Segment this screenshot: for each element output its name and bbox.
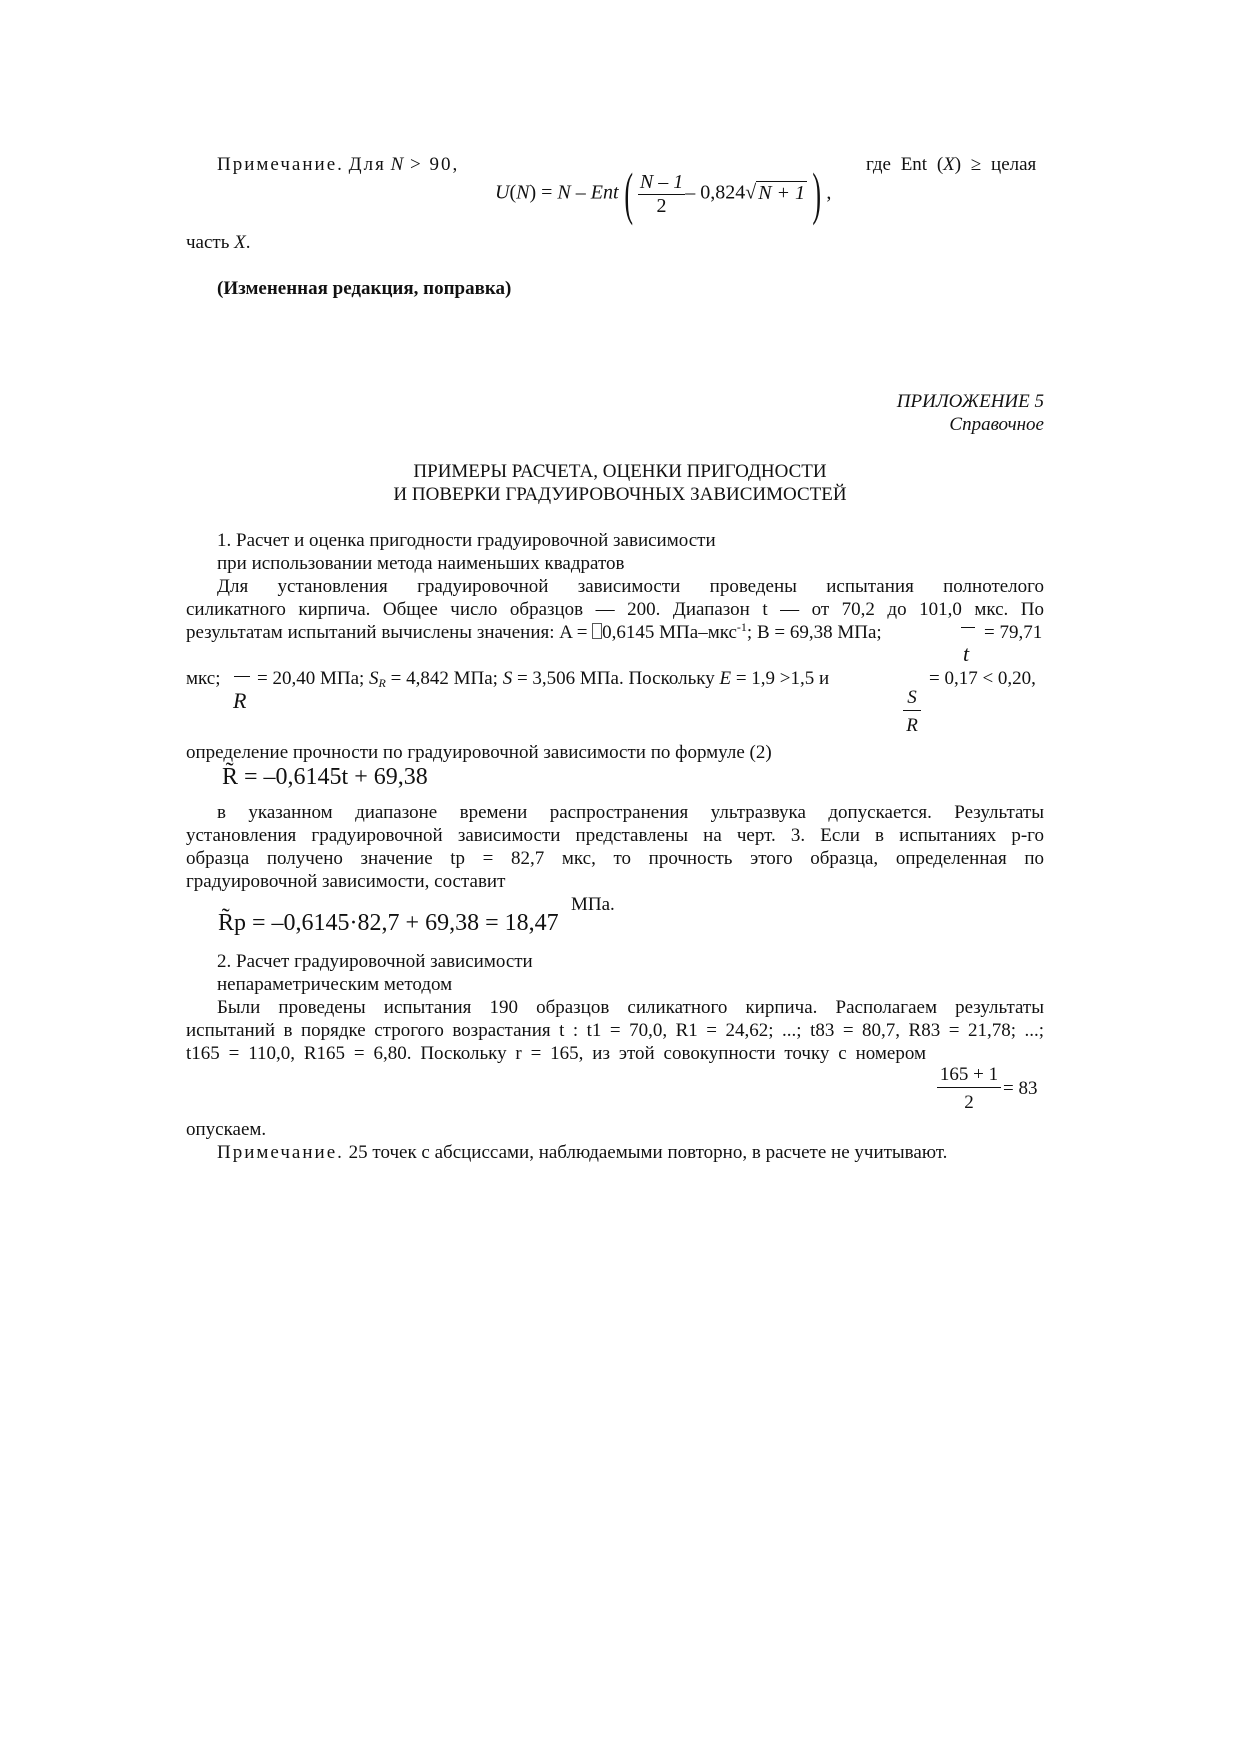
frac-line [937,1087,1001,1088]
s1-p2-line-4: градуировочной зависимости, составит [186,871,506,892]
s1-p2-line-1: в указанном диапазоне времени распространения ультразвука допускается. Результаты [217,802,1044,823]
s2-note-label: Примечание. [217,1142,344,1163]
section1-title-2: при использовании метода наименьших квадратов [217,553,625,574]
note-end-text: часть [186,232,235,253]
t-bar-symbol: t [963,641,970,666]
s1-line-4a: мкс; [186,668,221,689]
note-end-dot: . [245,232,251,253]
s1-line-1: Для установления градуировочной зависимости проведены испытания полнотелого [217,576,1044,597]
frac-numerator: 165 + 1 [939,1064,999,1085]
heading-line-2: И ПОВЕРКИ ГРАДУИРОВОЧНЫХ ЗАВИСИМОСТЕЙ [393,484,847,505]
s2-line-4: опускаем. [186,1119,267,1140]
formula-u-end: , [826,181,832,204]
s1-line-3-sup: -1 [736,620,747,634]
missing-glyph-icon [592,623,602,639]
s1-line-3c: ; B = 69,38 МПа; [746,622,882,643]
formula-u-ent: – Ent [570,181,619,204]
formula-rp: R̃p = –0,6145·82,7 + 69,38 = 18,47 [218,910,559,936]
appendix-kind: Справочное [949,414,1044,435]
t-bar-value: = 79,71 [984,622,1043,643]
s2-line-3: t165 = 110,0, R165 = 6,80. Поскольку r = 165, из этой совокупности точку с номером [186,1043,926,1064]
frac-result: = 83 [1003,1078,1038,1099]
s1-p2-line-3: образца получено значение tp = 82,7 мкс, то прочность этого образца, определенная по [186,848,1044,869]
formula-u-num: N – 1 [639,170,684,193]
note-cond: > 90, [410,154,460,175]
note-tail [866,153,1036,176]
formula-u-den: 2 [656,194,667,217]
note-tail-x: X [943,154,955,175]
r-bar-symbol: R [233,688,247,713]
formula-u-eq: = [536,181,558,204]
ratio-value: = 0,17 < 0,20, [929,668,1036,689]
r-bar-overline [234,667,250,677]
s-symbol: S [502,668,513,689]
formula-u-n: N [557,181,571,204]
section1-title-1: 1. Расчет и оценка пригодности градуировочной зависимости [217,530,716,551]
note-end-var: X [234,232,246,253]
formula-u-fraction [638,171,685,218]
formula-u-sqrt: N + 1 [758,181,806,204]
r-bar-value: = 20,40 МПа; [257,668,365,689]
s1-line-2: силикатного кирпича. Общее число образцов — 200. Диапазон t — от 70,2 до 101,0 мкс. По [186,599,1044,620]
s1-line-4b [257,667,829,690]
note-tail-a: где Ent ( [866,154,944,175]
s1-line-3b: 0,6145 МПа–мкс [602,622,737,643]
section2-title-2: непараметрическим методом [217,974,453,995]
s1-line-3 [186,621,882,644]
frac-denominator: 2 [964,1092,974,1113]
note-line [217,153,459,176]
note-lead: Для [348,154,386,175]
var-n: N [390,154,406,175]
formula-u-coef: – 0,824 [685,181,746,204]
section2-title-1: 2. Расчет градуировочной зависимости [217,951,533,972]
heading-line-1: ПРИМЕРЫ РАСЧЕТА, ОЦЕНКИ ПРИГОДНОСТИ [413,461,827,482]
s2-note [217,1141,947,1164]
ratio-denominator: R [906,715,918,736]
s-value: = 3,506 МПа. Поскольку [512,668,720,689]
ratio-numerator: S [907,687,917,708]
t-bar-overline [961,621,975,628]
s2-note-text: 25 точек с абсциссами, наблюдаемыми повторно, в расчете не учитывают. [348,1142,948,1163]
appendix-title: ПРИЛОЖЕНИЕ 5 [896,391,1044,412]
sr-symbol: S [369,668,379,689]
mpa-unit: МПа. [571,894,615,915]
note-tail-b: ) ≥ целая [954,154,1037,175]
sr-sub: R [378,676,386,690]
s2-line-2: испытаний в порядке строгого возрастания t : t1 = 70,0, R1 = 24,62; ...; t83 = 80,7, R83 = 21,78; ...; [186,1020,1044,1041]
formula-r: R̃ = –0,6145t + 69,38 [222,764,428,790]
formula-u: U(N) = N – Ent( $\frac{N - 1}{2}$ – 0,824√ N + 1 ) , [495,161,832,226]
formula-u-arg: N [516,181,530,204]
e-value: = 1,9 >1,5 и [731,668,830,689]
s2-line-1: Были проведены испытания 190 образцов силикатного кирпича. Располагаем результаты [217,997,1044,1018]
s1-line-3a: результатам испытаний вычислены значения: A = [186,622,593,643]
amendment-note: (Измененная редакция, поправка) [217,278,512,299]
formula-u-lhs: U [495,181,510,204]
s1-p2-line-2: установления градуировочной зависимости представлены на черт. 3. Если в испытаниях p-го [186,825,1044,846]
sr-value: = 4,842 МПа; [385,668,503,689]
e-symbol: E [719,668,732,689]
s1-line-5: определение прочности по градуировочной зависимости по формуле (2) [186,742,772,763]
ratio-line [903,710,921,711]
note-end [186,231,251,254]
note-label: Примечание. [217,154,344,175]
